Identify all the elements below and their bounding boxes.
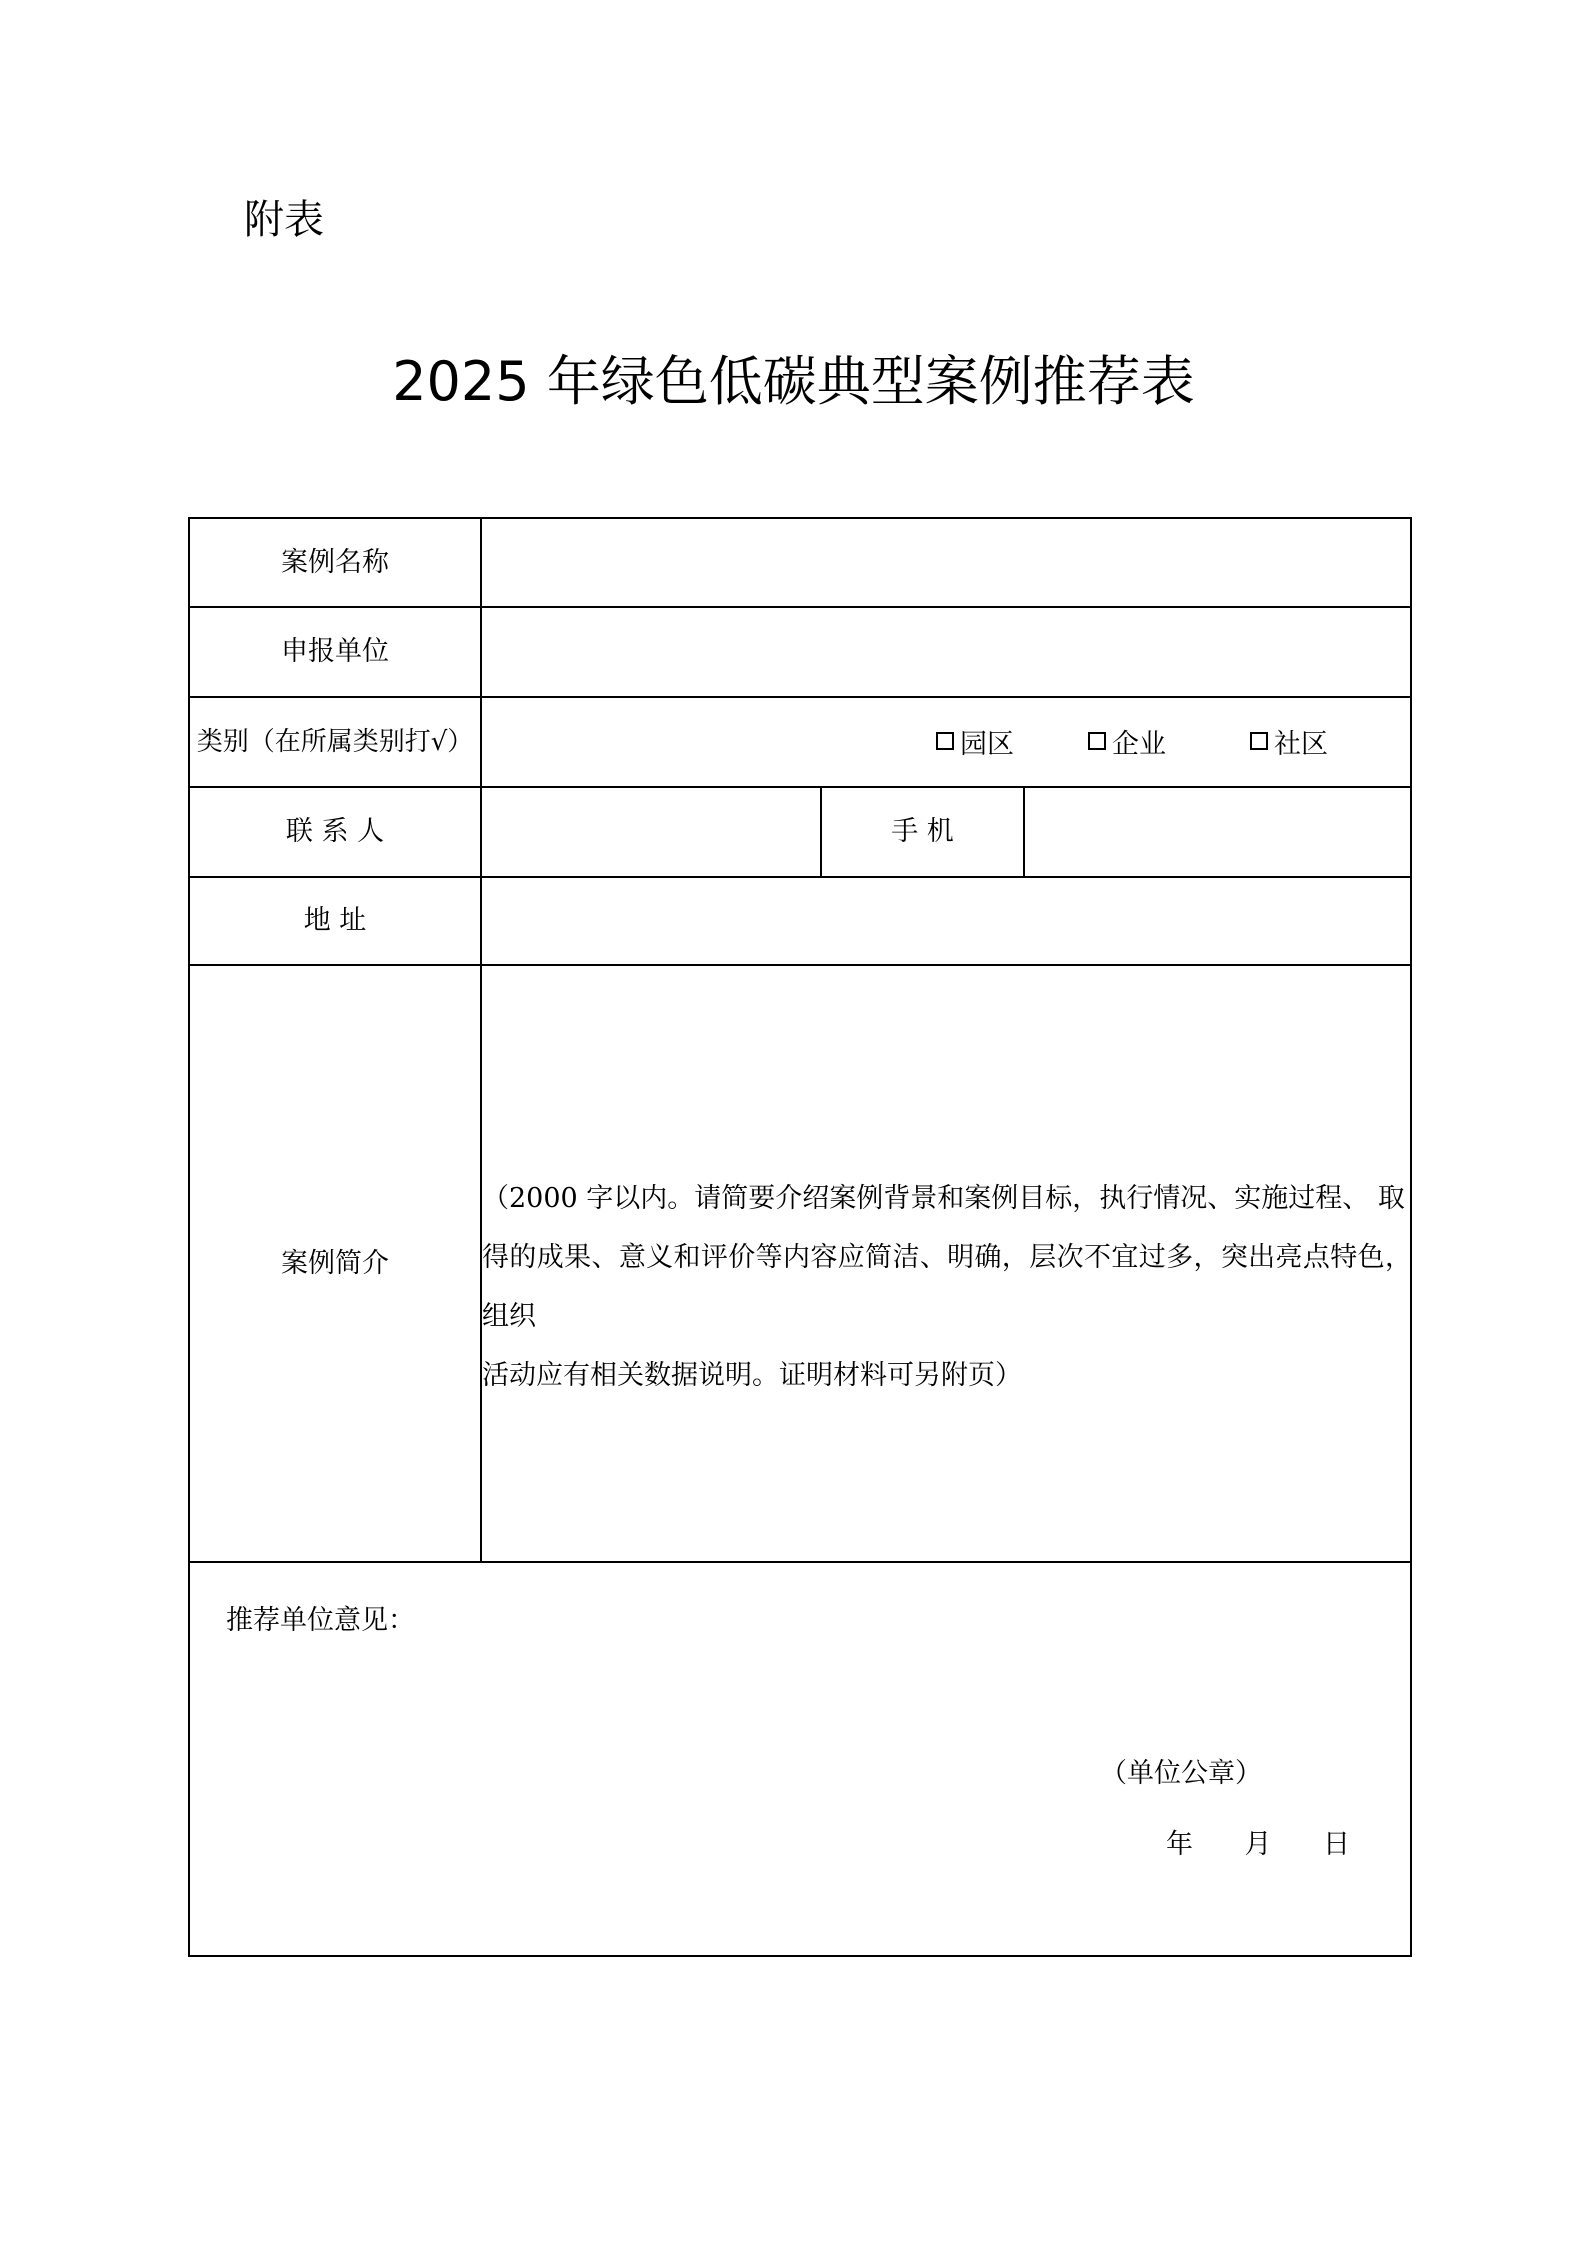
mobile-field[interactable] — [1025, 788, 1410, 876]
category-option-label: 园区 — [960, 728, 1014, 760]
recommendation-form-table — [188, 517, 1412, 1957]
case-summary-label: 案例简介 — [281, 1247, 389, 1279]
mobile-label: 手 机 — [891, 816, 954, 847]
category-options — [480, 696, 1410, 786]
row-divider-6 — [188, 1561, 1412, 1563]
category-label: 类别（在所属类别打√） — [196, 727, 474, 757]
address-field[interactable] — [482, 878, 1410, 964]
unit-seal-label: （单位公章） — [1100, 1758, 1262, 1789]
category-option-enterprise[interactable] — [1088, 696, 1166, 786]
summary-instruction-line: 活动应有相关数据说明。证明材料可另附页） — [482, 1360, 1022, 1391]
annex-label: 附表 — [244, 197, 324, 243]
summary-instruction-line: （2000 字以内。请简要介绍案例背景和案例目标，执行情况、实施过程、 取 — [482, 1183, 1405, 1214]
table-border-bottom — [188, 1955, 1412, 1957]
category-option-label: 企业 — [1112, 728, 1166, 760]
summary-instruction-line: 得的成果、意义和评价等内容应简洁、明确，层次不宜过多，突出亮点特色，组织 — [482, 1242, 1412, 1332]
contact-person-field[interactable] — [482, 788, 820, 876]
category-option-park[interactable] — [936, 696, 1014, 786]
category-option-community[interactable] — [1250, 696, 1328, 786]
applicant-unit-label: 申报单位 — [281, 636, 389, 667]
checkbox-icon[interactable] — [1088, 732, 1106, 750]
category-option-label: 社区 — [1274, 728, 1328, 760]
date-label: 年 月 日 — [1166, 1829, 1350, 1860]
applicant-unit-field[interactable] — [482, 608, 1410, 696]
form-title: 2025 年绿色低碳典型案例推荐表 — [392, 350, 1195, 413]
recommender-opinion-label: 推荐单位意见： — [226, 1605, 415, 1636]
checkbox-icon[interactable] — [1250, 732, 1268, 750]
address-label: 地 址 — [303, 905, 367, 936]
checkbox-icon[interactable] — [936, 732, 954, 750]
case-summary-field[interactable] — [482, 1169, 1412, 1405]
case-name-field[interactable] — [482, 519, 1410, 606]
case-name-label: 案例名称 — [281, 546, 389, 578]
contact-person-label: 联 系 人 — [285, 816, 385, 847]
